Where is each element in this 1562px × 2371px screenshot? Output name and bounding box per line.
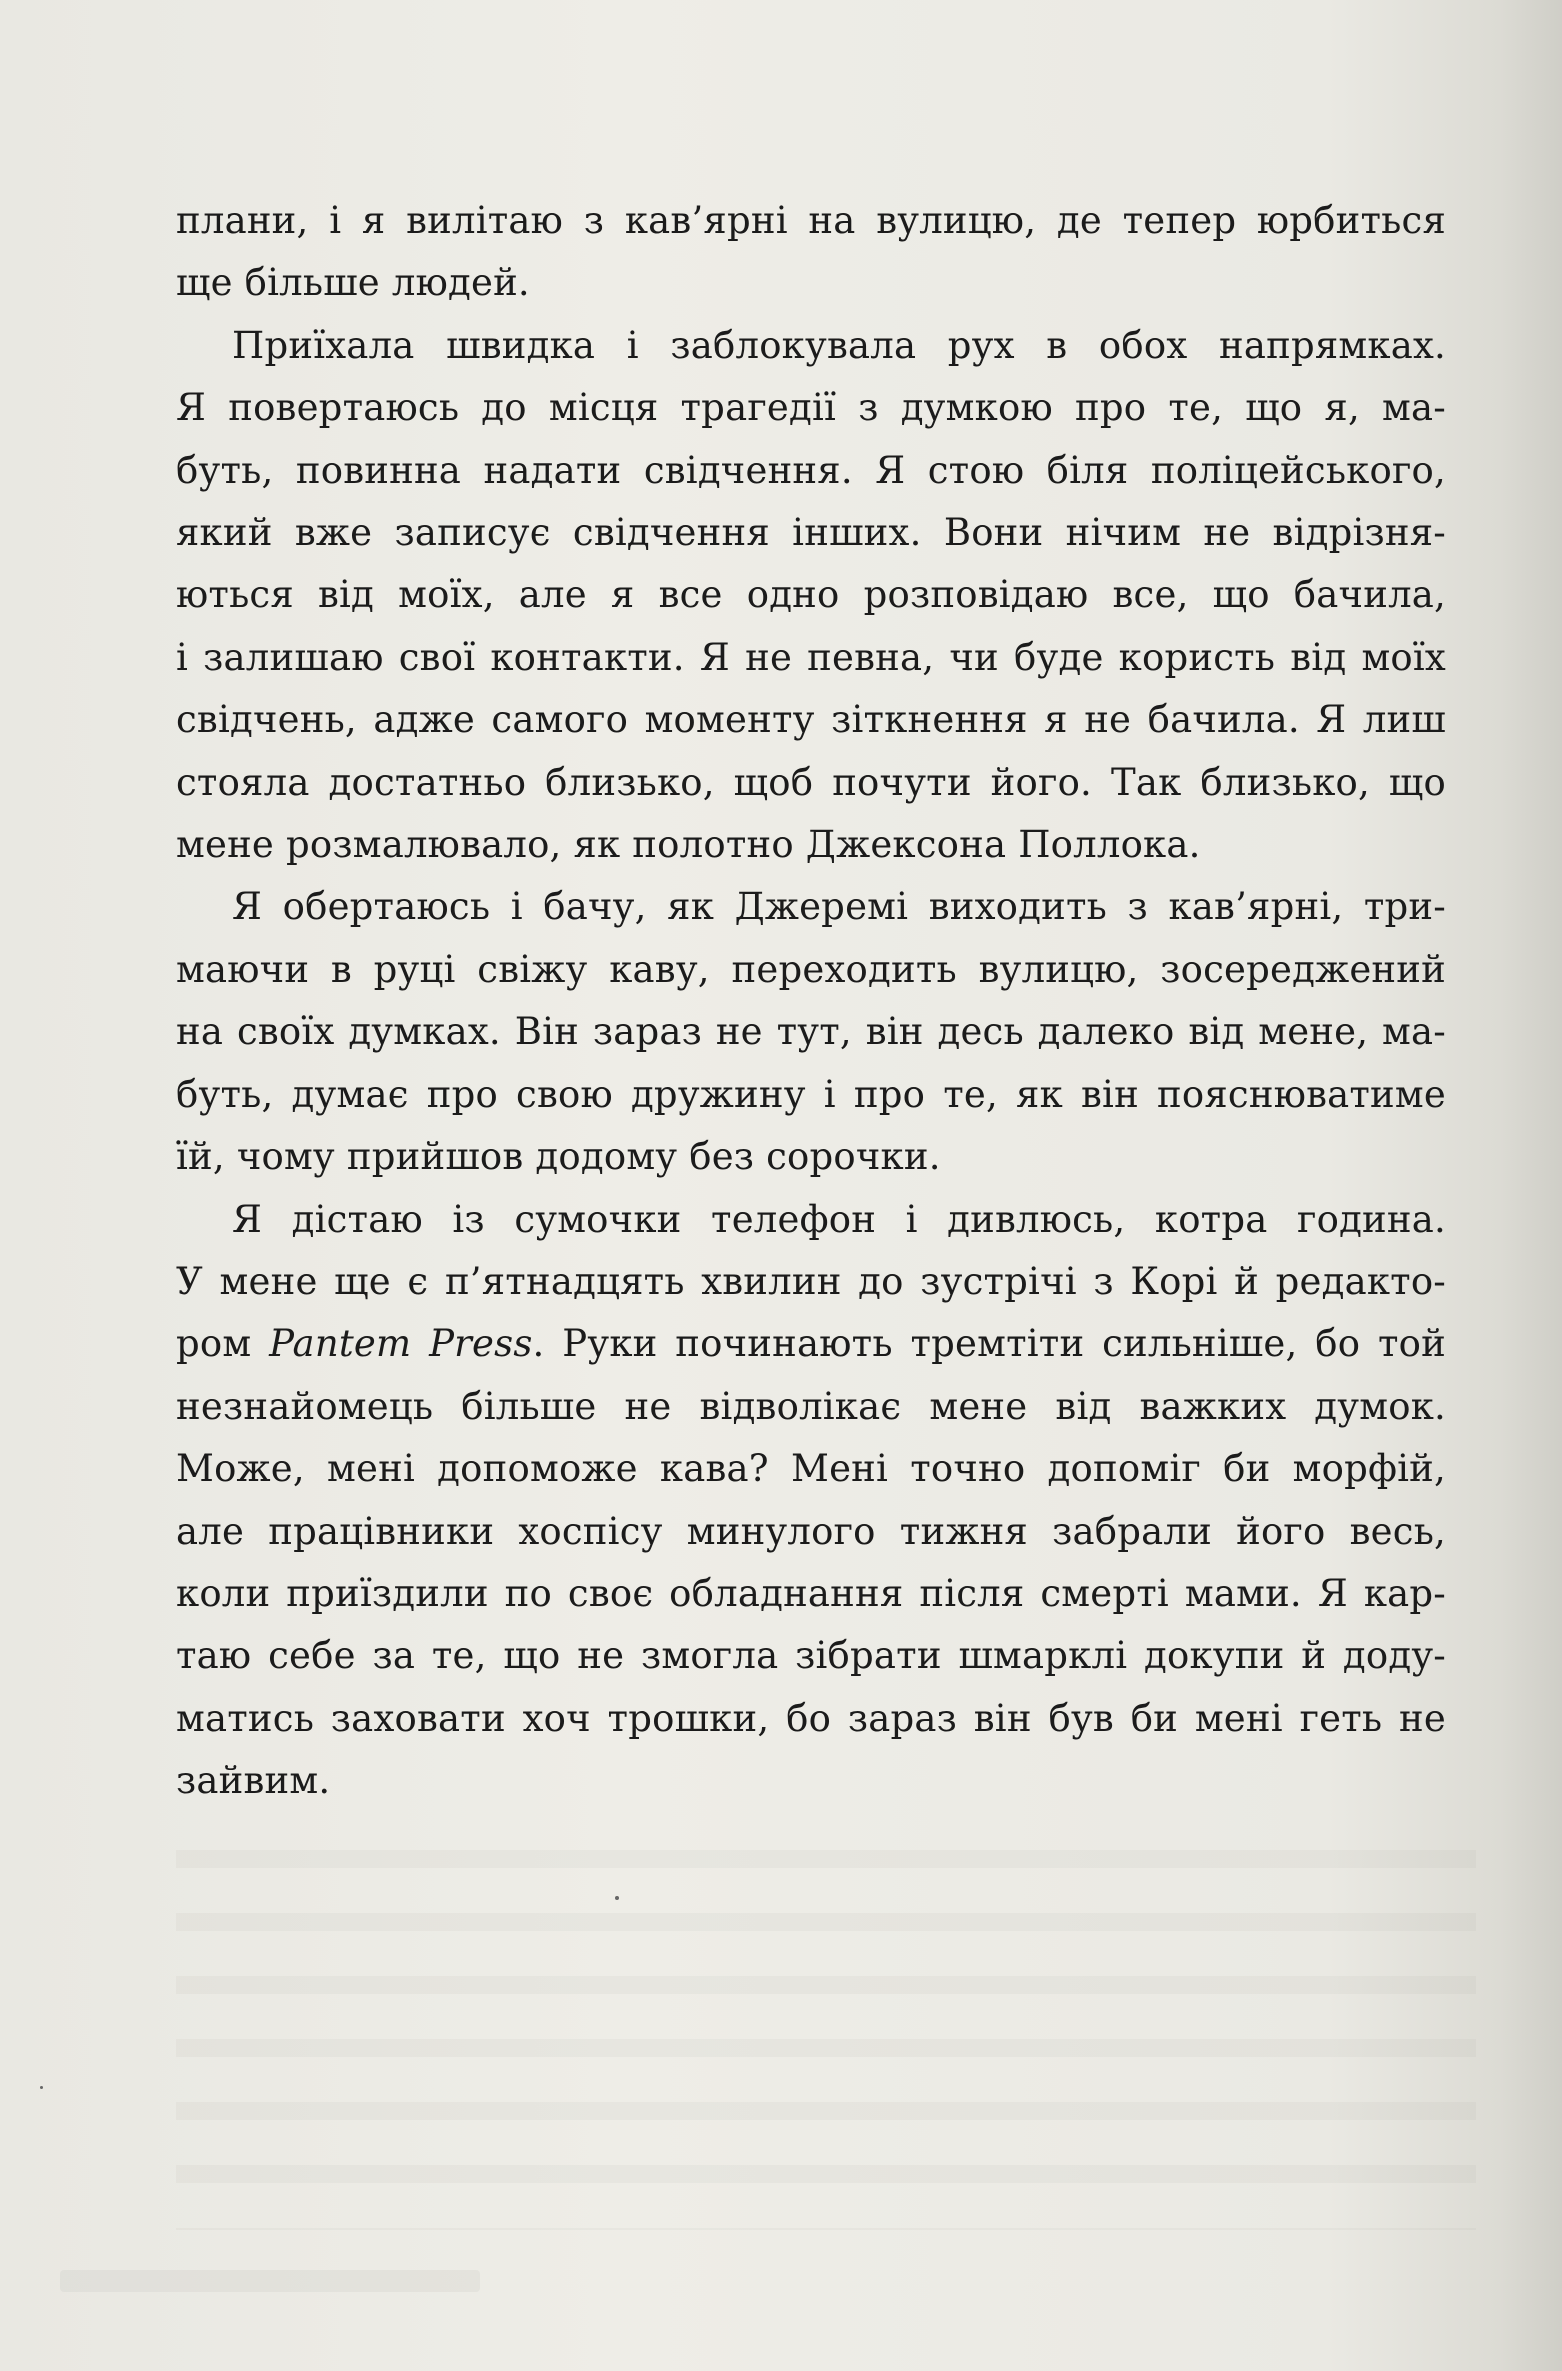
text-line: Я повертаюсь до місця трагедії з думкою про те, що я, ма- xyxy=(176,386,1446,430)
text-line: мене розмалювало, як полотно Джексона Поллока. xyxy=(176,823,1201,867)
text-line: У мене ще є п’ятнадцять хвилин до зустрічі з Корі й редакто- xyxy=(176,1259,1446,1303)
text-line: Може, мені допоможе кава? Мені точно допоміг би морфій, xyxy=(176,1447,1446,1491)
text-line: їй, чому прийшов додому без сорочки. xyxy=(176,1135,941,1179)
bleed-through-text xyxy=(176,1810,1476,2230)
text-segment: . Руки починають тремтіти сильніше, бо той xyxy=(532,1322,1446,1366)
dust-speck xyxy=(615,1896,619,1900)
bleed-through-footer xyxy=(60,2270,480,2292)
text-line: маючи в руці свіжу каву, переходить вулицю, зосереджений xyxy=(176,947,1446,991)
text-line: стояла достатньо близько, щоб почути його. Так близько, що xyxy=(176,760,1446,804)
text-line-with-italic xyxy=(176,1313,1446,1375)
text-segment: ром xyxy=(176,1322,270,1366)
body-text xyxy=(176,190,1446,1813)
text-line: незнайомець більше не відволікає мене від важких думок. xyxy=(176,1384,1446,1428)
paragraph-2 xyxy=(176,315,1446,877)
paragraph-3 xyxy=(176,876,1446,1188)
paragraph-1 xyxy=(176,190,1446,315)
paragraph-4 xyxy=(176,1189,1446,1813)
text-line: і залишаю свої контакти. Я не певна, чи буде користь від моїх xyxy=(176,635,1446,679)
text-line: буть, повинна надати свідчення. Я стою біля поліцейського, xyxy=(176,448,1446,492)
text-line: буть, думає про свою дружину і про те, як він пояснюватиме xyxy=(176,1072,1446,1116)
text-line: Я дістаю із сумочки телефон і дивлюсь, котра година. xyxy=(232,1197,1446,1241)
text-line: таю себе за те, що не змогла зібрати шмарклі докупи й доду- xyxy=(176,1634,1446,1678)
text-line: плани, і я вилітаю з кав’ярні на вулицю, де тепер юрбиться xyxy=(176,199,1446,242)
text-line: зайвим. xyxy=(176,1759,331,1803)
text-line: на своїх думках. Він зараз не тут, він десь далеко від мене, ма- xyxy=(176,1010,1446,1054)
text-line: ще більше людей. xyxy=(176,261,530,305)
text-line: ються від моїх, але я все одно розповідаю все, що бачила, xyxy=(176,573,1446,617)
text-line: свідчень, адже самого моменту зіткнення я не бачила. Я лиш xyxy=(176,698,1446,742)
text-line: але працівники хоспісу минулого тижня забрали його весь, xyxy=(176,1509,1446,1553)
text-line: Я обертаюсь і бачу, як Джеремі виходить з кав’ярні, три- xyxy=(232,885,1446,929)
publisher-name: Pantem Press xyxy=(269,1322,533,1366)
text-line: який вже записує свідчення інших. Вони нічим не відрізня- xyxy=(176,511,1446,555)
text-line: Приїхала швидка і заблокувала рух в обох напрямках. xyxy=(232,323,1446,367)
text-line: коли приїздили по своє обладнання після смерті мами. Я кар- xyxy=(176,1571,1446,1615)
text-line: матись заховати хоч трошки, бо зараз він був би мені геть не xyxy=(176,1696,1446,1740)
dust-speck xyxy=(40,2086,43,2089)
